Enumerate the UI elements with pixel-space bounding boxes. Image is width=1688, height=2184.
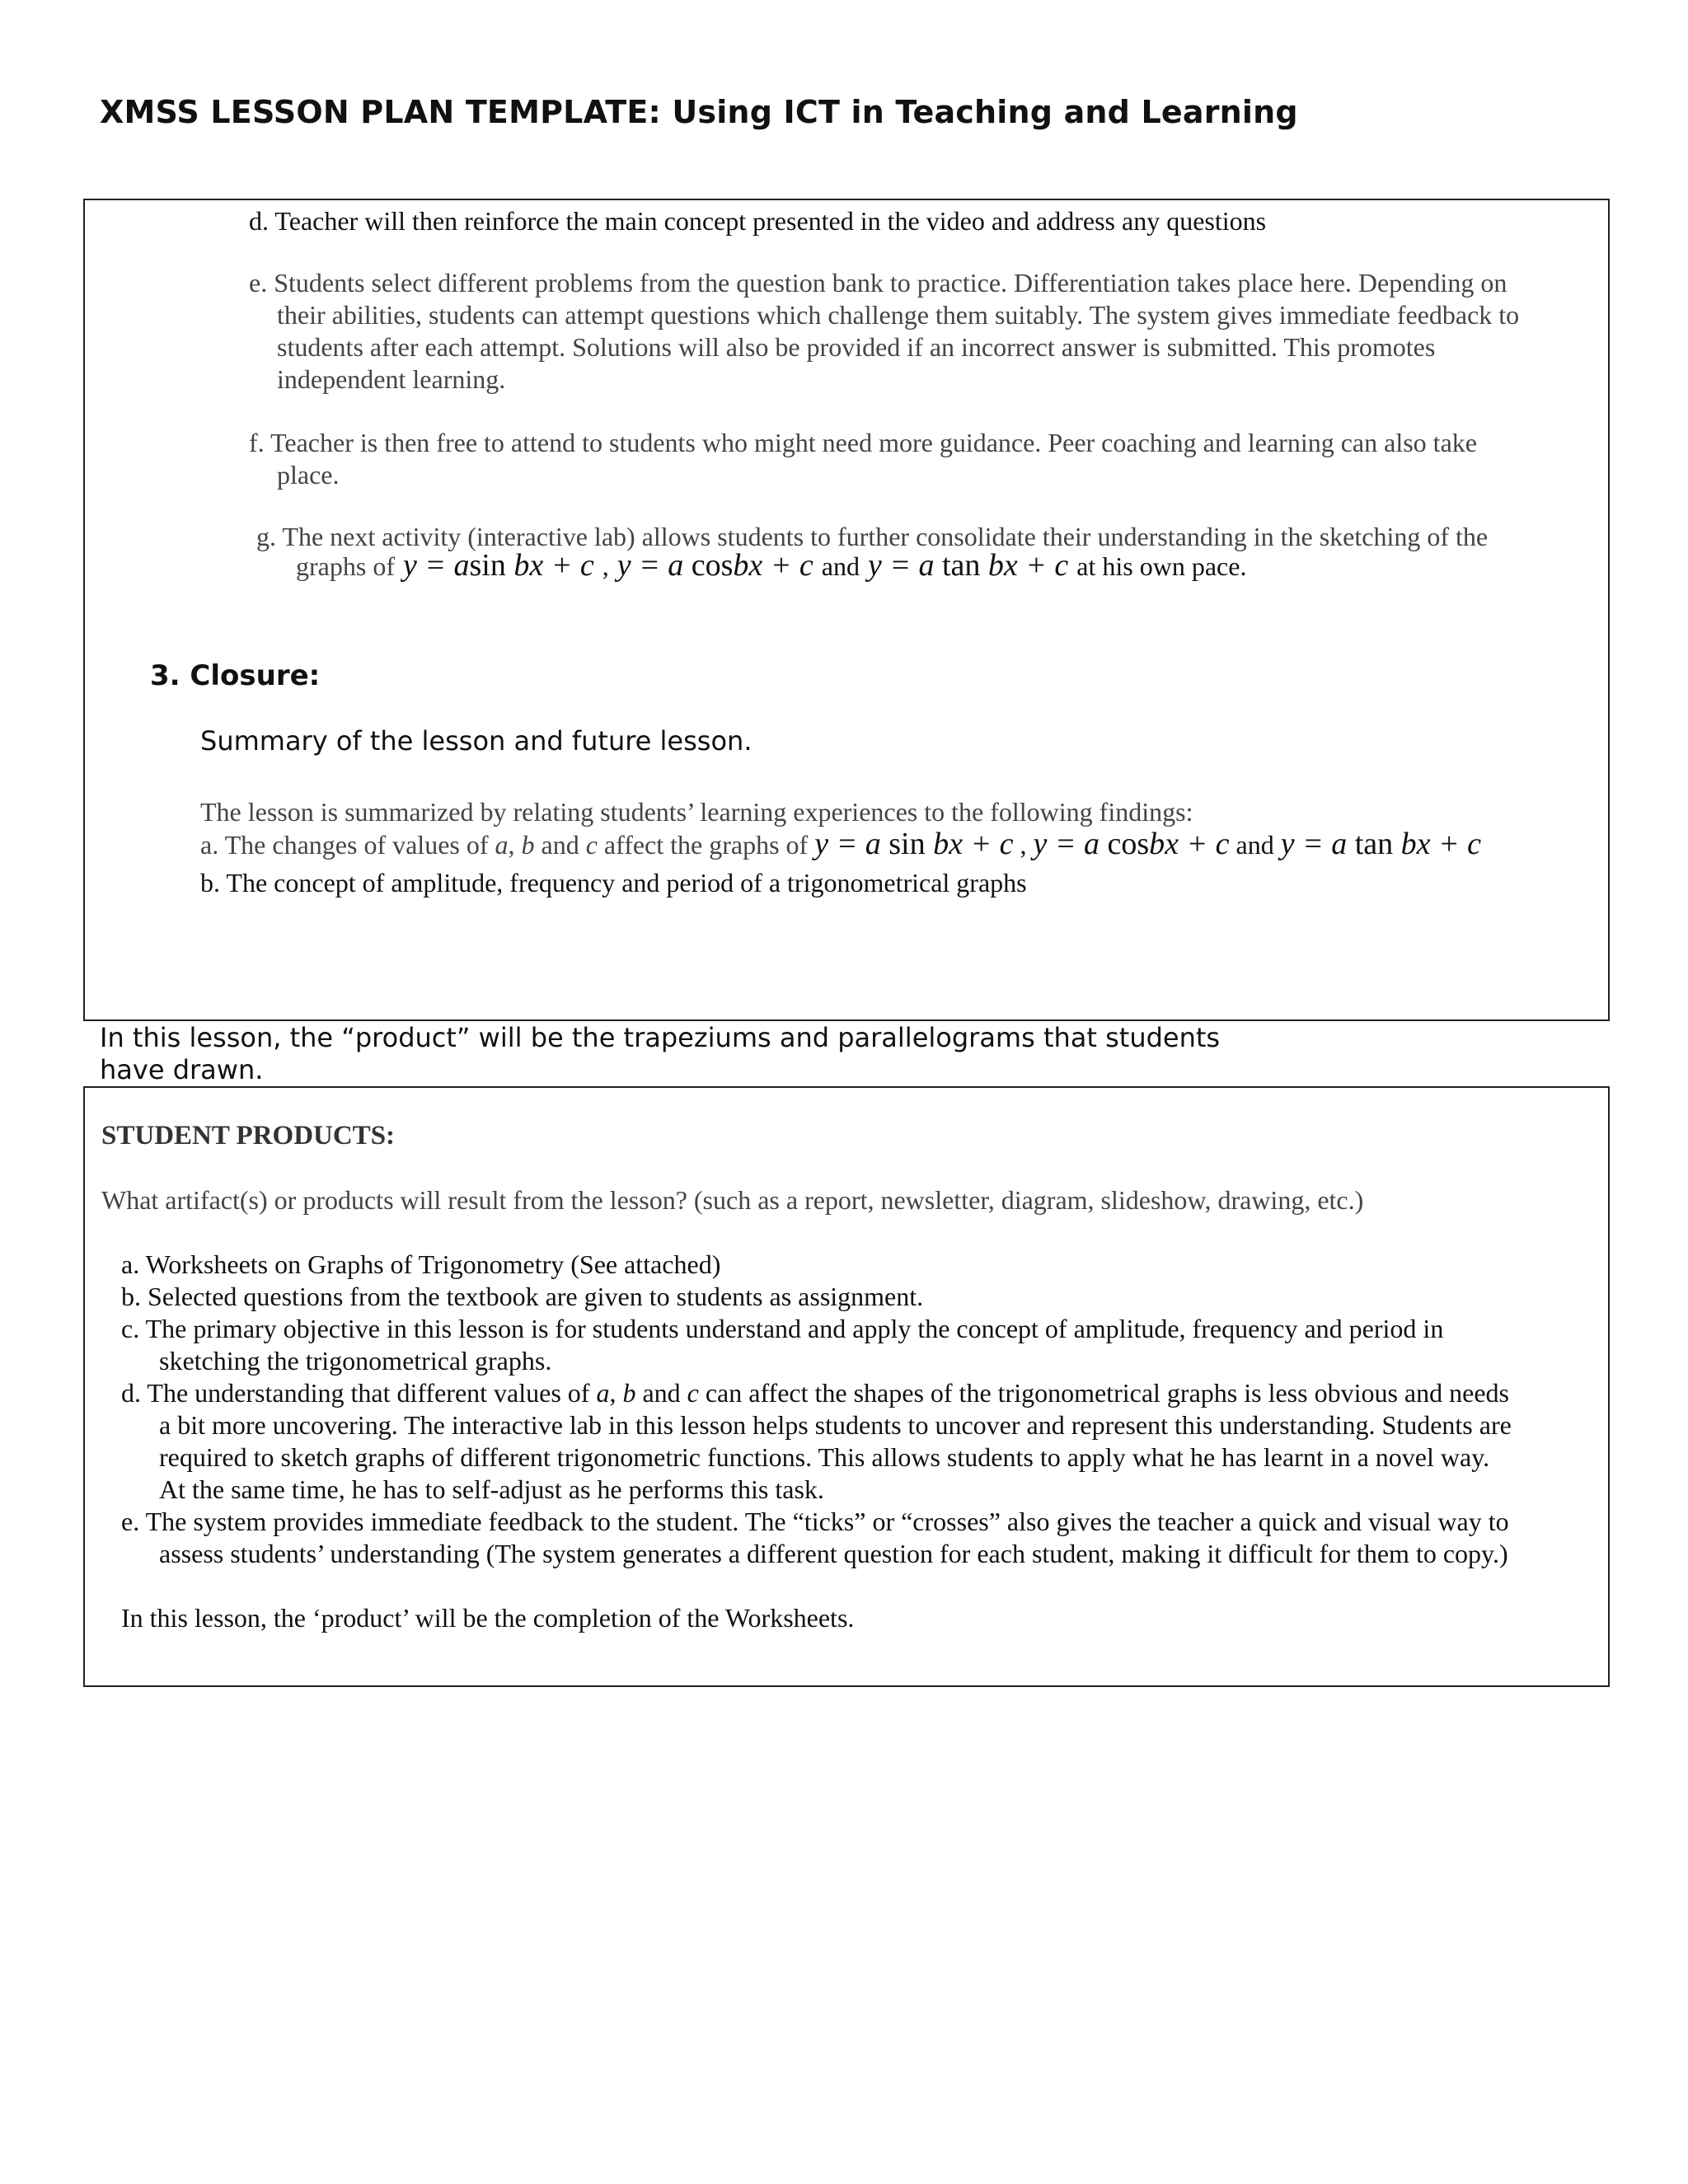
student-products-heading: STUDENT PRODUCTS: <box>101 1121 396 1151</box>
product-item-b: b. Selected questions from the textbook are given to students as assignment. <box>121 1282 924 1311</box>
own-pace-label: at his own pace. <box>1076 551 1247 581</box>
step-e-line-3: students after each attempt. Solutions will also be provided if an incorrect answer is submitted. This promotes <box>277 332 1436 362</box>
product-item-e-line-2: assess students’ understanding (The system generates a different question for each student, making it difficult for them to copy.) <box>159 1539 1508 1568</box>
product-item-a: a. Worksheets on Graphs of Trigonometry (See attached) <box>121 1249 721 1279</box>
step-d: d. Teacher will then reinforce the main concept presented in the video and address any questions <box>249 206 1267 236</box>
equation-tan: y = a tan bx + c <box>867 548 1069 583</box>
and-label: and <box>821 551 860 581</box>
step-e-line-1: e. Students select different problems from the question bank to practice. Differentiation takes place here. Depending on <box>249 268 1507 298</box>
graphs-of-label: graphs of <box>296 551 395 581</box>
step-e-line-4: independent learning. <box>277 364 506 394</box>
closure-item-a: a. The changes of values of a, b and c affect the graphs of y = a sin bx + c , y = a cosbx + c and y = a tan bx + c <box>200 827 1482 861</box>
product-item-d-line-2: a bit more uncovering. The interactive lab in this lesson helps students to uncover and represent this understanding. Students are <box>159 1410 1512 1440</box>
product-item-d-line-1: d. The understanding that different values of a, b and c can affect the shapes of the trigonometrical graphs is less obvious and needs <box>121 1378 1509 1408</box>
closure-intro: The lesson is summarized by relating students’ learning experiences to the following findings: <box>200 797 1193 827</box>
step-f-line-2: place. <box>277 460 340 490</box>
product-item-c-line-1: c. The primary objective in this lesson is for students understand and apply the concept of amplitude, frequency and period in <box>121 1314 1444 1343</box>
step-g-line-1: g. The next activity (interactive lab) allows students to further consolidate their understanding in the sketching of the <box>256 522 1489 551</box>
product-item-e-line-1: e. The system provides immediate feedback to the student. The “ticks” or “crosses” also gives the teacher a quick and visual way to <box>121 1507 1509 1536</box>
product-note: In this lesson, the “product” will be the trapeziums and parallelograms that students have drawn. <box>100 1022 1221 1085</box>
student-products-question: What artifact(s) or products will result from the lesson? (such as a report, newsletter, diagram, slideshow, drawing, etc.) <box>101 1185 1364 1215</box>
closure-item-b: b. The concept of amplitude, frequency and period of a trigonometrical graphs <box>200 868 1027 898</box>
step-e-line-2: their abilities, students can attempt questions which challenge them suitably. The system gives immediate feedback to <box>277 300 1520 330</box>
document-title: XMSS LESSON PLAN TEMPLATE: Using ICT in Teaching and Learning <box>100 94 1298 130</box>
step-g-line-2 <box>296 550 1246 583</box>
product-item-c-line-2: sketching the trigonometrical graphs. <box>159 1346 552 1376</box>
closure-equation-sin: y = a sin bx + c <box>814 827 1014 861</box>
closure-equation-cos: y = a cosbx + c <box>1033 827 1230 861</box>
closure-equation-tan: y = a tan bx + c <box>1280 827 1482 861</box>
product-closing: In this lesson, the ‘product’ will be the completion of the Worksheets. <box>121 1603 855 1633</box>
step-f-line-1: f. Teacher is then free to attend to students who might need more guidance. Peer coaching and learning can also take <box>249 428 1477 457</box>
comma: , <box>602 551 609 581</box>
equation-cos: y = a cosbx + c <box>617 548 814 583</box>
student-products-box <box>83 1086 1610 1687</box>
procedure-box <box>83 199 1610 1021</box>
equation-sin: y = asin bx + c <box>402 548 594 583</box>
closure-summary: Summary of the lesson and future lesson. <box>200 725 753 757</box>
closure-heading: 3. Closure: <box>150 659 321 692</box>
product-item-d-line-4: At the same time, he has to self-adjust as he performs this task. <box>159 1474 824 1504</box>
product-item-d-line-3: required to sketch graphs of different trigonometric functions. This allows students to apply what he has learnt in a novel way. <box>159 1442 1490 1472</box>
